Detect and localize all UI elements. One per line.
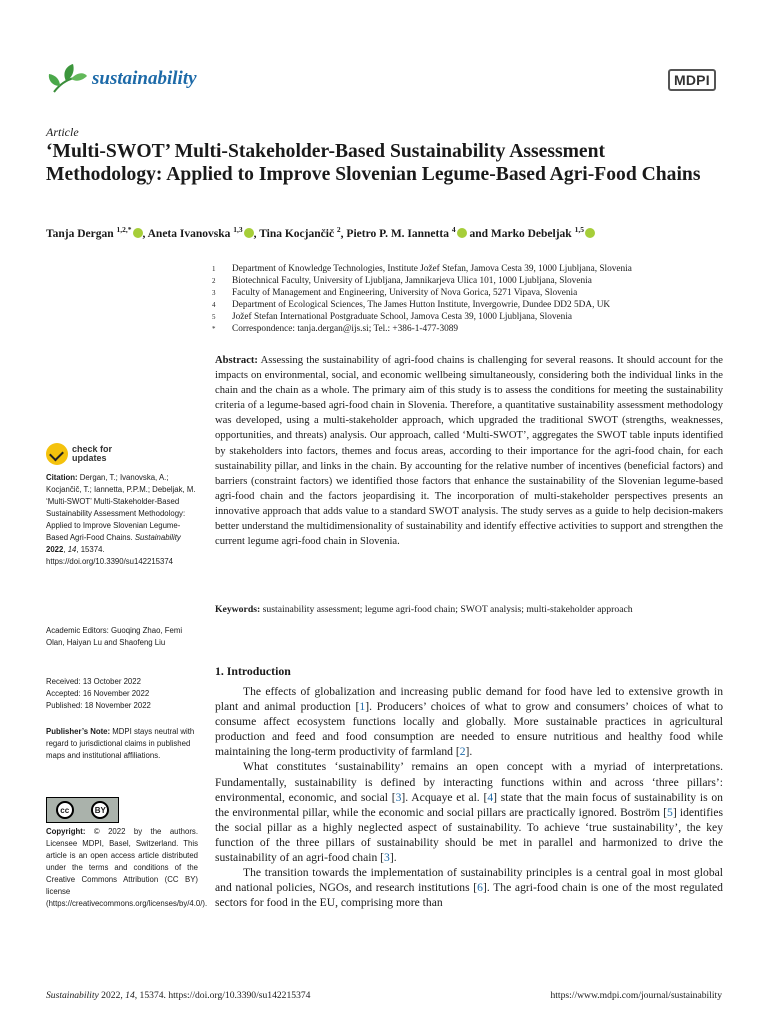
text-run: What constitutes ‘sustainability’ remains an open concept with a myriad of interpretations. Fundamentally, sustainability is defined by interacting functions within and across ‘three pillars’: environmental, economic, and social [ — [215, 760, 723, 804]
body-paragraphs — [215, 684, 723, 910]
text-run: ]. — [465, 745, 473, 759]
citation-link[interactable]: 5 — [667, 805, 673, 819]
citation-block: Citation: Dergan, T.; Ivanovska, A.; Kocjančič, T.; Iannetta, P.P.M.; Debeljak, M. ‘Multi-SWOT’ Multi-Stakeholder-Based Sustainability Assessment Methodology: Applied to Improve Slovenian Legume-Based Agri-Food Chains. Sustainability 2022, 14, 15374. https://doi.org/10.3390/su142215374 — [46, 473, 196, 566]
text-run: ] state that the main focus of sustainability is on the environmental pillar, while the economic and social pillars are practically ignored. Boström [ — [215, 790, 723, 819]
leaf-logo-icon — [46, 62, 88, 96]
author-sup: 1,5 — [574, 225, 584, 234]
check-updates-icon — [46, 443, 68, 465]
orcid-icon[interactable] — [244, 228, 254, 238]
citation-doi[interactable]: , 15374. https://doi.org/10.3390/su142215374 — [46, 545, 174, 566]
affiliation — [212, 263, 732, 275]
author-sup: 1,3 — [233, 225, 243, 234]
publisher-note — [46, 726, 198, 762]
cc-icon: cc — [56, 801, 74, 819]
article-type: Article — [46, 125, 79, 139]
affiliation-num: 1 — [212, 265, 216, 273]
publisher-logo[interactable] — [668, 72, 716, 90]
orcid-icon[interactable] — [133, 228, 143, 238]
citation-volume: 14 — [67, 545, 77, 554]
abstract — [215, 353, 723, 549]
text-run: The transition towards the implementation of sustainability principles is a central goal in most global and national policies, NGOs, and research institutions [ — [215, 866, 723, 895]
editors-label: Academic Editors: — [46, 626, 109, 635]
author-sep: , — [253, 227, 260, 240]
keywords-text: sustainability assessment; legume agri-food chain; SWOT analysis; multi-stakeholder approach — [262, 604, 633, 615]
citation-link[interactable]: 2 — [459, 745, 466, 759]
footer-citation: Sustainability 2022, 14, 15374. https://doi.org/10.3390/su142215374 — [46, 990, 311, 1001]
abstract-label: Abstract: — [215, 355, 258, 366]
citation-journal: Sustainability — [134, 533, 181, 542]
affiliation-num: 5 — [212, 313, 216, 322]
author-sup: 4 — [451, 225, 456, 234]
affiliation — [212, 299, 732, 311]
text-run: ]. Producers’ choices of what to grow and consumers’ choices of what to consume affect ecosystem functions locally and globally. More sustainable practices in agricultural production and feed and food consumption are needed to ensure nutritious and healthy food while maintaining the long-term productivity of farmland [ — [215, 700, 724, 759]
citation-text: Dergan, T.; Ivanovska, A.; Kocjančič, T.; Iannetta, P.P.M.; Debeljak, M. ‘Multi-SWOT’ Multi-Stakeholder-Based Sustainability Assessment Methodology: Applied to Improve Slovenian Legume-Based Agri-Food Chains. — [46, 473, 196, 542]
author-name: Tina Kocjančič — [259, 227, 335, 240]
affiliation-num: 4 — [212, 301, 216, 310]
section-heading: 1. Introduction — [215, 664, 291, 678]
author-sep: , — [142, 227, 148, 240]
affiliation — [212, 275, 732, 287]
author-sep: and — [466, 227, 491, 240]
footer-year: 2022 — [101, 990, 121, 1001]
publisher-note-text: MDPI stays neutral with regard to jurisdictional claims in published maps and institutional affiliations. — [46, 727, 195, 760]
affiliation-num: 3 — [212, 289, 216, 298]
date-accepted: Accepted: 16 November 2022 — [46, 689, 150, 698]
affiliation-text: Biotechnical Faculty, University of Ljubljana, Jamnikarjeva Ulica 101, 1000 Ljubljana, Slovenia — [232, 276, 592, 287]
author-sep: , — [340, 227, 347, 240]
author-name: Marko Debeljak — [490, 227, 572, 240]
text-run: ]. — [389, 851, 397, 865]
footer-journal: Sustainability — [46, 990, 99, 1001]
check-updates-line: updates — [72, 453, 107, 463]
citation-link[interactable]: 4 — [487, 790, 494, 804]
article-title: ‘Multi-SWOT’ Multi-Stakeholder-Based Sustainability Assessment Methodology: Applied to Improve Slovenian Legume-Based Agri-Food Chains — [46, 141, 701, 185]
text-run: ]. The agri-food chain is one of the most regulated sectors for food in the EU, comprising more than — [215, 881, 723, 910]
author-sup: 2 — [336, 225, 341, 234]
affiliation-text: Faculty of Management and Engineering, University of Nova Gorica, 5271 Vipava, Slovenia — [232, 288, 578, 299]
attribution-icon: BY — [91, 801, 109, 819]
check-updates-text — [72, 445, 112, 463]
paragraph — [215, 759, 723, 865]
affiliation-num: 2 — [212, 277, 216, 286]
copyright-block — [46, 826, 208, 910]
date-received: Received: 13 October 2022 — [46, 677, 141, 686]
author-name: Aneta Ivanovska — [147, 227, 231, 240]
copyright-label: Copyright: — [46, 827, 86, 836]
journal-logo[interactable] — [46, 62, 197, 96]
affiliation — [212, 287, 732, 299]
abstract-text: Assessing the sustainability of agri-food chains is challenging for several reasons. It should account for the impacts on environmental, social, and economic wellbeing simultaneously, considering both the individual links in the chain and the chain as a whole. The primary aim of this study is to assess the conditions for meeting the sustainability criteria of a legume-based agri-food chain in Slovenia. Therefore, a quantitative sustainability assessment methodology was developed, using a multi-stakeholder approach, which upgraded the traditional SWOT (strengths, weaknesses, opportunities, and threats) analysis. Our approach, called ‘Multi-SWOT’, aggregates the SWOT table inputs identified by stakeholders into factors, themes and focus areas, according to their importance for the agri-food chain, for each sustainability pillar, and links in the chain. By accounting for the relative number of incentives (beneficial factors) and barriers (constraint factors) we identified those factors that enhance the sustainability of the Slovenian legume-based agri-food chain and the factors jeopardising it. The incorporation of multi-stakeholder perspectives presents an innovative approach that adds value to a standard SWOT analysis. The study serves as a guide to help decision-makers better understand the multidimensionality of sustainability and identify effective activities to support and strengthen the current legume agri-food chain in Slovenia. — [215, 355, 723, 548]
publisher-note-label: Publisher’s Note: — [46, 727, 111, 736]
academic-editors — [46, 625, 198, 649]
keywords-label: Keywords: — [215, 604, 261, 615]
affiliation-text: Jožef Stefan International Postgraduate School, Jamova Cesta 39, 1000 Ljubljana, Slovenia — [232, 312, 573, 323]
affiliation-num: * — [212, 325, 216, 334]
orcid-icon[interactable] — [585, 228, 595, 238]
correspondence — [212, 323, 732, 335]
affiliation-text: Correspondence: tanja.dergan@ijs.si; Tel.: +386-1-477-3089 — [232, 324, 459, 335]
citation-link[interactable]: 1 — [359, 700, 366, 714]
check-updates-line: check for — [72, 444, 113, 454]
affiliation-text: Department of Knowledge Technologies, Institute Jožef Stefan, Jamova Cesta 39, 1000 Ljubljana, Slovenia — [232, 264, 632, 274]
footer-journal-url[interactable]: https://www.mdpi.com/journal/sustainability — [550, 990, 722, 1001]
text-run: ]. Acquaye et al. [ — [401, 790, 488, 804]
author-sup: 1,2,* — [116, 225, 132, 234]
citation-link[interactable]: 6 — [477, 881, 483, 895]
author-list — [46, 225, 726, 240]
affiliation — [212, 311, 732, 323]
cc-by-badge[interactable] — [46, 797, 119, 823]
editors-text: Guoqing Zhao, Femi Olan, Haiyan Lu and Shaofeng Liu — [46, 626, 183, 647]
citation-link[interactable]: 3 — [384, 851, 390, 865]
check-updates-button[interactable] — [46, 443, 112, 465]
journal-name: sustainability — [92, 68, 197, 89]
text-run: ] identifies the social pillar as a highly neglected aspect of sustainability. To achieve ‘true sustainability’, the key function of the three pillars of sustainability should be met in parallel and harmonized to drive the sustainability of an agri-food chain [ — [215, 805, 723, 865]
footer-volume: 14 — [125, 990, 135, 1001]
date-published: Published: 18 November 2022 — [46, 701, 151, 710]
citation-label: Citation: — [46, 473, 78, 482]
text-run: The effects of globalization and increasing public demand for food have led to extensive growth in plant and animal production [ — [215, 685, 723, 714]
orcid-icon[interactable] — [457, 228, 467, 238]
author-name: Tanja Dergan — [46, 227, 114, 240]
affiliation-list — [212, 263, 732, 336]
dates-block — [46, 676, 198, 712]
publisher-name: MDPI — [668, 69, 716, 91]
copyright-text: © 2022 by the authors. Licensee MDPI, Basel, Switzerland. This article is an open access article distributed under the terms and conditions of the Creative Commons Attribution (CC BY) license (https://creativecommons.org/licenses/by/4.0/). — [46, 827, 208, 908]
footer-doi[interactable]: , 15374. https://doi.org/10.3390/su142215374 — [134, 990, 311, 1001]
paragraph — [215, 865, 723, 910]
author-name: Pietro P. M. Iannetta — [346, 227, 449, 240]
paragraph — [215, 684, 723, 759]
citation-link[interactable]: 3 — [395, 790, 402, 804]
affiliation-text: Department of Ecological Sciences, The James Hutton Institute, Invergowrie, Dundee DD2 5DA, UK — [232, 300, 611, 311]
citation-year: 2022 — [46, 545, 64, 554]
keywords — [215, 604, 735, 615]
